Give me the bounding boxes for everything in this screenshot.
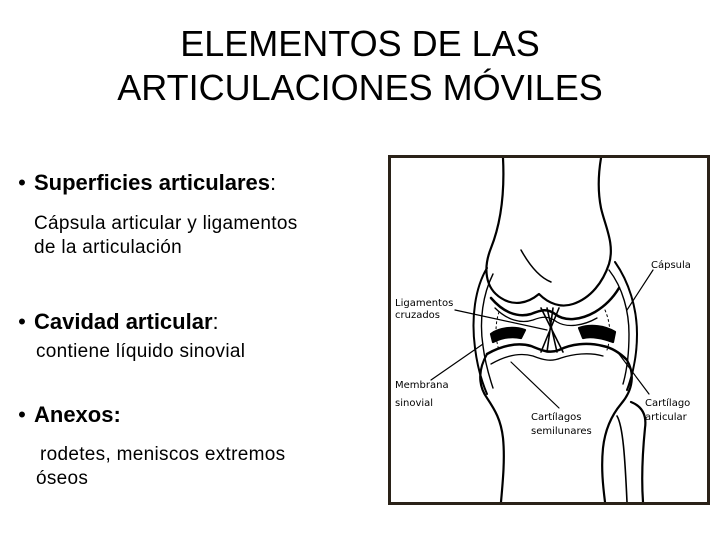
bullet-heading: Cavidad articular [34, 309, 213, 334]
knee-joint-drawing [391, 158, 707, 502]
bullet-anexos [10, 402, 121, 428]
bullet-marker: • [18, 402, 26, 427]
label-cartilago-articular-1: Cartílago [645, 398, 691, 409]
label-cartilagos-2: semilunares [531, 426, 592, 437]
meniscus-left [491, 328, 525, 342]
bullet-colon: : [270, 170, 277, 195]
text-line: contiene líquido sinovial [36, 341, 246, 362]
text-line: Cápsula articular y ligamentos [34, 213, 298, 234]
text-line: óseos [36, 468, 89, 489]
title-line-2: ARTICULACIONES MÓVILES [117, 67, 603, 108]
femur-outline [486, 158, 610, 306]
capsule-left [474, 268, 488, 394]
slide-title [40, 22, 680, 110]
text-line: de la articulación [34, 237, 182, 258]
bullet-cavidad-text [36, 340, 245, 364]
bullet-heading: Anexos: [34, 402, 121, 427]
label-cartilago-articular-2: articular [645, 412, 687, 423]
bullet-cavidad [10, 309, 219, 335]
label-cartilagos-1: Cartílagos [531, 412, 582, 423]
label-ligamentos-1: Ligamentos [395, 298, 454, 309]
bullet-heading: Superficies articulares [34, 170, 271, 195]
bullet-superficies-text [34, 212, 298, 260]
bullet-marker: • [18, 170, 26, 195]
label-ligamentos-2: cruzados [395, 310, 440, 321]
tibia-outline [480, 354, 504, 502]
bullet-superficies [10, 170, 276, 196]
fibula-outline [631, 402, 645, 502]
knee-joint-diagram [388, 155, 710, 505]
bullet-marker: • [18, 309, 26, 334]
label-capsula: Cápsula [651, 260, 691, 271]
title-line-1: ELEMENTOS DE LAS [180, 23, 540, 64]
label-membrana-1: Membrana [395, 380, 449, 391]
bullet-colon: : [212, 309, 219, 334]
text-line: rodetes, meniscos extremos [40, 444, 286, 465]
bullet-anexos-text [36, 443, 285, 491]
label-membrana-2: sinovial [395, 398, 434, 409]
femur-contour [521, 250, 551, 282]
